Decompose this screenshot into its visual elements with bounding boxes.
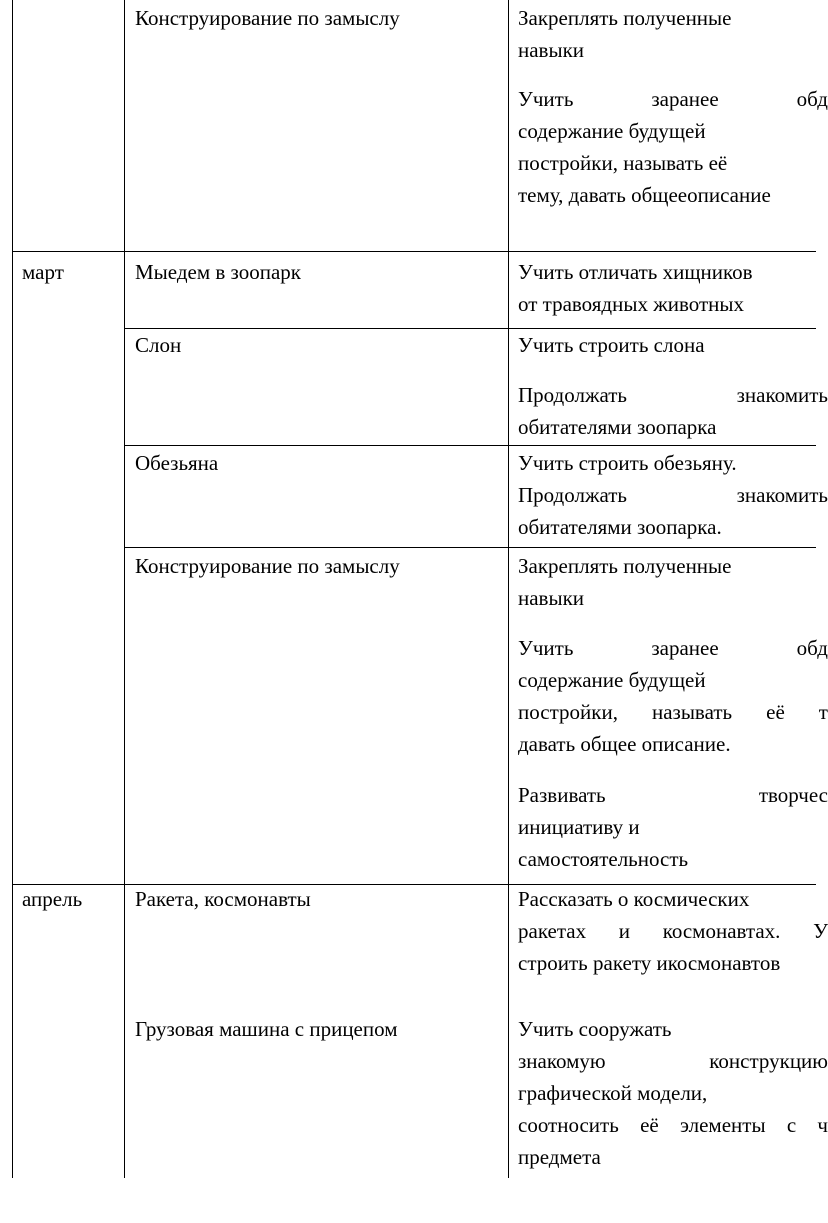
goal-line: постройки, называть её	[518, 151, 728, 175]
goal-line	[518, 479, 828, 511]
goal-line: предмета	[518, 1145, 601, 1169]
topic-cell: Конструирование по замыслу	[135, 6, 400, 30]
column-divider-2	[508, 0, 509, 1178]
goal-line: от травоядных животных	[518, 292, 744, 316]
row-divider	[124, 547, 816, 548]
goal-line	[518, 1045, 828, 1077]
goal-line: Закреплять полученные	[518, 6, 732, 30]
goal-line: Учить строить обезьяну.	[518, 451, 737, 475]
row-divider	[124, 445, 816, 446]
goal-word: У	[813, 919, 828, 943]
goal-word: заранее	[651, 87, 719, 111]
goal-word: элементы	[679, 1113, 766, 1137]
goal-line: содержание будущей	[518, 119, 706, 143]
goal-word: т	[818, 700, 828, 724]
goal-word: называть	[651, 700, 733, 724]
goal-word: постройки,	[518, 700, 618, 724]
table-border-left	[12, 0, 13, 1178]
goal-line: самостоятельность	[518, 847, 689, 871]
goal-line	[518, 696, 828, 728]
month-cell: апрель	[22, 887, 83, 911]
goal-line	[518, 915, 828, 947]
goal-line	[518, 379, 828, 411]
topic-cell: Ракета, космонавты	[135, 887, 311, 911]
goal-word: творчес	[758, 783, 828, 807]
goal-line: Учить отличать хищников	[518, 260, 753, 284]
goal-line: навыки	[518, 586, 585, 610]
goal-line: Закреплять полученные	[518, 554, 732, 578]
goal-line	[518, 632, 828, 664]
goal-line	[518, 83, 828, 115]
goal-word: знакомить	[736, 483, 828, 507]
topic-cell: Грузовая машина с прицепом	[135, 1017, 398, 1041]
goal-line: обитателями зоопарка	[518, 415, 717, 439]
goal-word: обд	[796, 87, 828, 111]
goal-word: ч	[817, 1113, 828, 1137]
goal-word: знакомую	[518, 1049, 606, 1073]
column-divider-1	[124, 0, 125, 1178]
goal-word: космонавтах.	[662, 919, 781, 943]
goal-line: давать общее описание.	[518, 732, 731, 756]
goal-word: заранее	[651, 636, 719, 660]
goal-word: Развивать	[518, 783, 606, 807]
goal-line: обитателями зоопарка.	[518, 515, 722, 539]
goal-line: графической модели,	[518, 1081, 708, 1105]
goal-word: Учить	[518, 87, 574, 111]
goal-line: Рассказать о космических	[518, 887, 750, 911]
goal-word: обд	[796, 636, 828, 660]
topic-cell: Слон	[135, 333, 182, 357]
goal-word: ракетах	[518, 919, 587, 943]
goal-word: Продолжать	[518, 383, 627, 407]
month-cell: март	[22, 260, 64, 284]
goal-word: её	[766, 700, 785, 724]
goal-line: тему, давать общееописание	[518, 183, 771, 207]
topic-cell: Мыедем в зоопарк	[135, 260, 301, 284]
goal-line	[518, 1109, 828, 1141]
row-divider	[124, 328, 816, 329]
goal-line: строить ракету икосмонавтов	[518, 951, 781, 975]
goal-word: Продолжать	[518, 483, 627, 507]
row-divider	[12, 251, 816, 252]
goal-word: знакомить	[736, 383, 828, 407]
goal-line: Учить строить слона	[518, 333, 705, 357]
goal-line: инициативу и	[518, 815, 640, 839]
goal-word: с	[786, 1113, 797, 1137]
goal-line	[518, 779, 828, 811]
goal-word: Учить	[518, 636, 574, 660]
goal-word: и	[618, 919, 631, 943]
goal-line: содержание будущей	[518, 668, 706, 692]
topic-cell: Обезьяна	[135, 451, 219, 475]
goal-line: Учить сооружать	[518, 1017, 672, 1041]
goal-word: её	[640, 1113, 659, 1137]
goal-word: конструкцию	[709, 1049, 828, 1073]
goal-line: навыки	[518, 38, 585, 62]
goal-word: соотносить	[518, 1113, 619, 1137]
topic-cell: Конструирование по замыслу	[135, 554, 400, 578]
